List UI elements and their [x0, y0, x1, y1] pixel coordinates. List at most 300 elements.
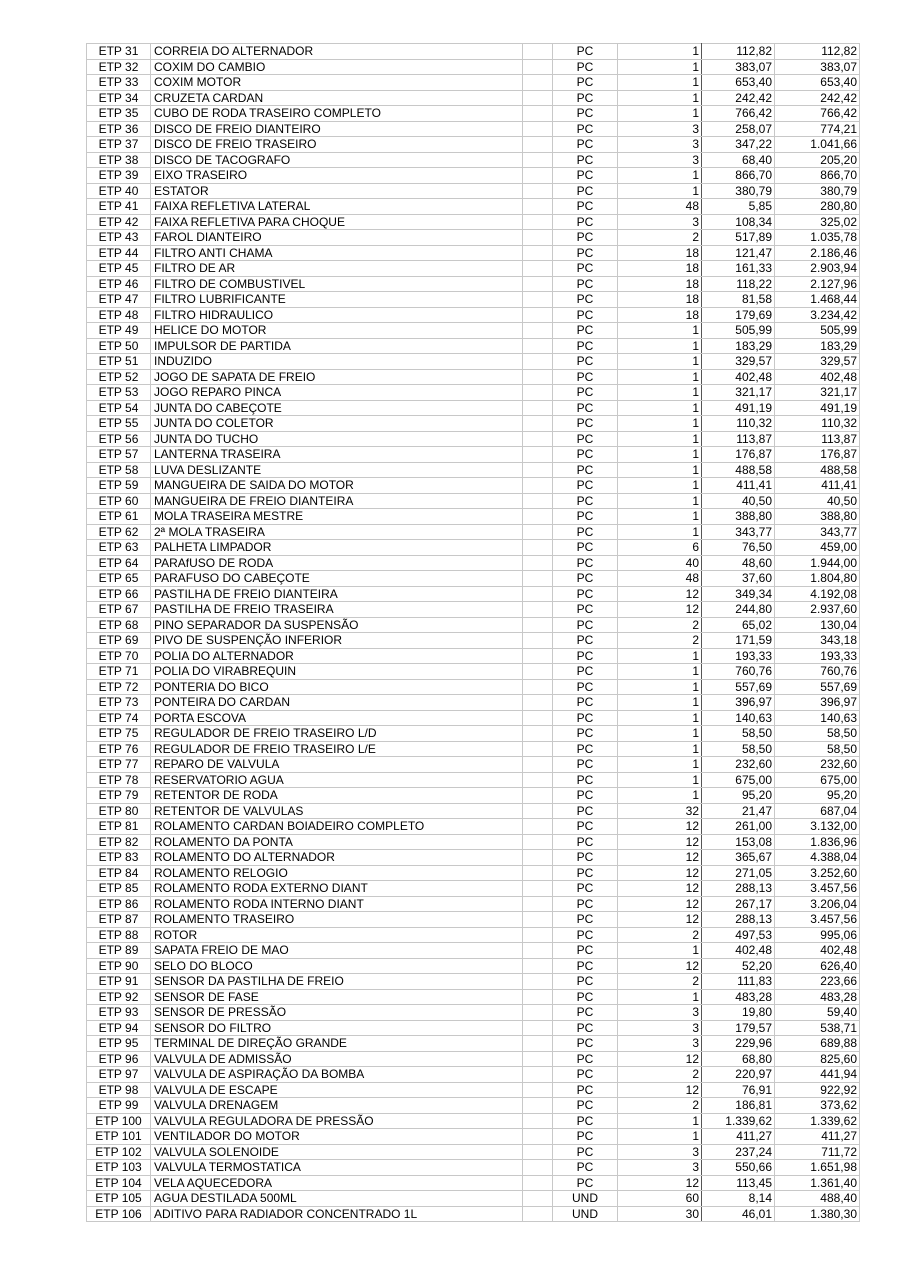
blank-cell: [523, 214, 553, 230]
blank-cell: [523, 168, 553, 184]
item-description: CUBO DE RODA TRASEIRO COMPLETO: [151, 106, 523, 122]
item-total: 110,32: [775, 416, 860, 432]
item-unit: PC: [553, 850, 618, 866]
item-total: 4.192,08: [775, 586, 860, 602]
item-unit: PC: [553, 199, 618, 215]
item-description: VALVULA TERMOSTATICA: [151, 1160, 523, 1176]
item-total: 825,60: [775, 1051, 860, 1067]
item-unit: PC: [553, 447, 618, 463]
item-code: ETP 94: [87, 1020, 151, 1036]
item-description: PIVO DE SUSPENÇÃO INFERIOR: [151, 633, 523, 649]
item-code: ETP 36: [87, 121, 151, 137]
item-total: 1.041,66: [775, 137, 860, 153]
blank-cell: [523, 927, 553, 943]
item-unit-price: 261,00: [702, 819, 775, 835]
item-quantity: 1: [618, 338, 702, 354]
item-quantity: 1: [618, 90, 702, 106]
table-row: [87, 245, 860, 261]
item-total: 687,04: [775, 803, 860, 819]
blank-cell: [523, 478, 553, 494]
item-unit-price: 258,07: [702, 121, 775, 137]
item-code: ETP 100: [87, 1113, 151, 1129]
item-unit: PC: [553, 230, 618, 246]
item-unit-price: 58,50: [702, 741, 775, 757]
item-unit-price: 8,14: [702, 1191, 775, 1207]
item-description: SENSOR DE FASE: [151, 989, 523, 1005]
item-unit: PC: [553, 943, 618, 959]
item-code: ETP 71: [87, 664, 151, 680]
item-quantity: 1: [618, 59, 702, 75]
item-quantity: 1: [618, 695, 702, 711]
item-code: ETP 84: [87, 865, 151, 881]
table-row: [87, 974, 860, 990]
item-unit: PC: [553, 695, 618, 711]
item-code: ETP 32: [87, 59, 151, 75]
item-unit-price: 161,33: [702, 261, 775, 277]
item-description: VALVULA SOLENOIDE: [151, 1144, 523, 1160]
item-total: 459,00: [775, 540, 860, 556]
blank-cell: [523, 106, 553, 122]
item-code: ETP 48: [87, 307, 151, 323]
item-code: ETP 76: [87, 741, 151, 757]
blank-cell: [523, 323, 553, 339]
item-code: ETP 64: [87, 555, 151, 571]
item-unit-price: 220,97: [702, 1067, 775, 1083]
item-unit: UND: [553, 1191, 618, 1207]
item-quantity: 48: [618, 571, 702, 587]
item-quantity: 12: [618, 1175, 702, 1191]
item-unit-price: 550,66: [702, 1160, 775, 1176]
item-unit: PC: [553, 152, 618, 168]
item-total: 112,82: [775, 44, 860, 60]
item-total: 1.339,62: [775, 1113, 860, 1129]
blank-cell: [523, 648, 553, 664]
item-quantity: 1: [618, 679, 702, 695]
blank-cell: [523, 571, 553, 587]
table-row: [87, 695, 860, 711]
item-description: ROTOR: [151, 927, 523, 943]
item-code: ETP 37: [87, 137, 151, 153]
item-quantity: 12: [618, 896, 702, 912]
item-quantity: 1: [618, 168, 702, 184]
item-unit-price: 121,47: [702, 245, 775, 261]
item-quantity: 1: [618, 385, 702, 401]
item-code: ETP 73: [87, 695, 151, 711]
item-code: ETP 61: [87, 509, 151, 525]
item-total: 59,40: [775, 1005, 860, 1021]
item-total: 538,71: [775, 1020, 860, 1036]
item-code: ETP 68: [87, 617, 151, 633]
table-row: [87, 261, 860, 277]
item-code: ETP 31: [87, 44, 151, 60]
table-row: [87, 354, 860, 370]
blank-cell: [523, 1005, 553, 1021]
item-code: ETP 45: [87, 261, 151, 277]
item-description: FILTRO LUBRIFICANTE: [151, 292, 523, 308]
blank-cell: [523, 788, 553, 804]
item-unit-price: 193,33: [702, 648, 775, 664]
item-unit-price: 176,87: [702, 447, 775, 463]
blank-cell: [523, 1113, 553, 1129]
table-row: [87, 726, 860, 742]
item-unit: PC: [553, 803, 618, 819]
item-code: ETP 39: [87, 168, 151, 184]
blank-cell: [523, 819, 553, 835]
table-row: [87, 788, 860, 804]
item-total: 1.651,98: [775, 1160, 860, 1176]
blank-cell: [523, 710, 553, 726]
item-code: ETP 53: [87, 385, 151, 401]
item-quantity: 1: [618, 1129, 702, 1145]
item-total: 3.252,60: [775, 865, 860, 881]
item-code: ETP 78: [87, 772, 151, 788]
item-code: ETP 57: [87, 447, 151, 463]
item-unit: PC: [553, 633, 618, 649]
item-total: 866,70: [775, 168, 860, 184]
item-total: 95,20: [775, 788, 860, 804]
item-total: 1.468,44: [775, 292, 860, 308]
item-description: JUNTA DO TUCHO: [151, 431, 523, 447]
blank-cell: [523, 137, 553, 153]
item-description: SENSOR DO FILTRO: [151, 1020, 523, 1036]
item-unit: PC: [553, 881, 618, 897]
item-description: FAIXA REFLETIVA PARA CHOQUE: [151, 214, 523, 230]
item-quantity: 6: [618, 540, 702, 556]
item-total: 760,76: [775, 664, 860, 680]
item-code: ETP 74: [87, 710, 151, 726]
item-description: DISCO DE TACOGRAFO: [151, 152, 523, 168]
item-unit-price: 95,20: [702, 788, 775, 804]
item-quantity: 12: [618, 819, 702, 835]
item-unit: PC: [553, 912, 618, 928]
item-description: REPARO DE VALVULA: [151, 757, 523, 773]
item-code: ETP 44: [87, 245, 151, 261]
item-description: SENSOR DE PRESSÃO: [151, 1005, 523, 1021]
table-row: [87, 152, 860, 168]
table-row: [87, 912, 860, 928]
table-row: [87, 1082, 860, 1098]
item-total: 113,87: [775, 431, 860, 447]
item-unit-price: 483,28: [702, 989, 775, 1005]
table-row: [87, 168, 860, 184]
item-description: LUVA DESLIZANTE: [151, 462, 523, 478]
item-quantity: 1: [618, 788, 702, 804]
item-code: ETP 33: [87, 75, 151, 91]
item-unit-price: 52,20: [702, 958, 775, 974]
item-unit-price: 179,57: [702, 1020, 775, 1036]
item-unit: PC: [553, 989, 618, 1005]
item-total: 343,77: [775, 524, 860, 540]
table-row: [87, 664, 860, 680]
item-unit-price: 111,83: [702, 974, 775, 990]
item-quantity: 1: [618, 757, 702, 773]
item-total: 1.361,40: [775, 1175, 860, 1191]
table-row: [87, 834, 860, 850]
table-row: [87, 617, 860, 633]
blank-cell: [523, 75, 553, 91]
item-description: AGUA DESTILADA 500ML: [151, 1191, 523, 1207]
blank-cell: [523, 152, 553, 168]
item-quantity: 12: [618, 1082, 702, 1098]
blank-cell: [523, 943, 553, 959]
item-total: 373,62: [775, 1098, 860, 1114]
item-unit: PC: [553, 183, 618, 199]
blank-cell: [523, 586, 553, 602]
item-total: 2.903,94: [775, 261, 860, 277]
item-description: MOLA TRASEIRA MESTRE: [151, 509, 523, 525]
item-quantity: 40: [618, 555, 702, 571]
item-unit-price: 58,50: [702, 726, 775, 742]
table-row: [87, 710, 860, 726]
item-unit: PC: [553, 788, 618, 804]
item-unit: PC: [553, 741, 618, 757]
item-description: SENSOR DA PASTILHA DE FREIO: [151, 974, 523, 990]
table-row: [87, 1067, 860, 1083]
item-unit-price: 766,42: [702, 106, 775, 122]
item-description: FILTRO HIDRAULICO: [151, 307, 523, 323]
table-row: [87, 59, 860, 75]
item-total: 329,57: [775, 354, 860, 370]
table-row: [87, 555, 860, 571]
item-code: ETP 56: [87, 431, 151, 447]
item-total: 995,06: [775, 927, 860, 943]
table-row: [87, 1051, 860, 1067]
item-code: ETP 102: [87, 1144, 151, 1160]
item-quantity: 1: [618, 400, 702, 416]
item-unit: PC: [553, 276, 618, 292]
blank-cell: [523, 803, 553, 819]
blank-cell: [523, 1051, 553, 1067]
item-quantity: 48: [618, 199, 702, 215]
blank-cell: [523, 1067, 553, 1083]
item-description: MANGUEIRA DE SAIDA DO MOTOR: [151, 478, 523, 494]
item-quantity: 2: [618, 1067, 702, 1083]
item-unit: PC: [553, 679, 618, 695]
item-quantity: 18: [618, 261, 702, 277]
item-unit: PC: [553, 1051, 618, 1067]
blank-cell: [523, 199, 553, 215]
item-description: PASTILHA DE FREIO DIANTEIRA: [151, 586, 523, 602]
blank-cell: [523, 183, 553, 199]
item-description: JOGO DE SAPATA DE FREIO: [151, 369, 523, 385]
item-total: 675,00: [775, 772, 860, 788]
item-unit: PC: [553, 462, 618, 478]
item-unit-price: 321,17: [702, 385, 775, 401]
blank-cell: [523, 307, 553, 323]
blank-cell: [523, 1036, 553, 1052]
item-unit-price: 21,47: [702, 803, 775, 819]
item-quantity: 1: [618, 524, 702, 540]
item-quantity: 3: [618, 152, 702, 168]
item-unit-price: 68,80: [702, 1051, 775, 1067]
item-description: FILTRO ANTI CHAMA: [151, 245, 523, 261]
item-code: ETP 97: [87, 1067, 151, 1083]
blank-cell: [523, 59, 553, 75]
item-unit-price: 244,80: [702, 602, 775, 618]
item-total: 3.457,56: [775, 912, 860, 928]
item-unit-price: 497,53: [702, 927, 775, 943]
item-code: ETP 79: [87, 788, 151, 804]
item-total: 557,69: [775, 679, 860, 695]
item-description: EIXO TRASEIRO: [151, 168, 523, 184]
table-row: [87, 369, 860, 385]
table-row: [87, 772, 860, 788]
blank-cell: [523, 245, 553, 261]
item-description: SAPATA FREIO DE MAO: [151, 943, 523, 959]
item-unit: PC: [553, 493, 618, 509]
item-description: PONTEIRA DO CARDAN: [151, 695, 523, 711]
item-unit-price: 402,48: [702, 943, 775, 959]
item-code: ETP 40: [87, 183, 151, 199]
item-description: DISCO DE FREIO TRASEIRO: [151, 137, 523, 153]
item-code: ETP 58: [87, 462, 151, 478]
item-unit: PC: [553, 400, 618, 416]
item-description: POLIA DO VIRABREQUIN: [151, 664, 523, 680]
item-total: 280,80: [775, 199, 860, 215]
item-code: ETP 96: [87, 1051, 151, 1067]
item-unit: UND: [553, 1206, 618, 1222]
item-description: ROLAMENTO RODA INTERNO DIANT: [151, 896, 523, 912]
table-row: [87, 462, 860, 478]
blank-cell: [523, 509, 553, 525]
blank-cell: [523, 431, 553, 447]
item-unit-price: 76,91: [702, 1082, 775, 1098]
item-code: ETP 106: [87, 1206, 151, 1222]
item-code: ETP 88: [87, 927, 151, 943]
item-unit-price: 349,34: [702, 586, 775, 602]
table-row: [87, 307, 860, 323]
table-row: [87, 633, 860, 649]
table-row: [87, 44, 860, 60]
item-unit: PC: [553, 323, 618, 339]
item-total: 58,50: [775, 726, 860, 742]
table-row: [87, 602, 860, 618]
item-unit-price: 505,99: [702, 323, 775, 339]
blank-cell: [523, 261, 553, 277]
table-row: [87, 199, 860, 215]
item-total: 402,48: [775, 943, 860, 959]
item-code: ETP 41: [87, 199, 151, 215]
item-unit: PC: [553, 369, 618, 385]
item-total: 922,92: [775, 1082, 860, 1098]
item-description: JUNTA DO CABEÇOTE: [151, 400, 523, 416]
item-code: ETP 59: [87, 478, 151, 494]
item-unit: PC: [553, 1144, 618, 1160]
item-total: 1.380,30: [775, 1206, 860, 1222]
table-row: [87, 478, 860, 494]
item-unit-price: 517,89: [702, 230, 775, 246]
blank-cell: [523, 617, 553, 633]
item-unit: PC: [553, 354, 618, 370]
item-unit: PC: [553, 1082, 618, 1098]
table-row: [87, 1098, 860, 1114]
item-unit: PC: [553, 1113, 618, 1129]
blank-cell: [523, 416, 553, 432]
item-unit-price: 40,50: [702, 493, 775, 509]
item-unit-price: 411,41: [702, 478, 775, 494]
item-quantity: 18: [618, 307, 702, 323]
items-table: [86, 43, 860, 1222]
item-description: SELO DO BLOCO: [151, 958, 523, 974]
item-unit: PC: [553, 1067, 618, 1083]
item-code: ETP 89: [87, 943, 151, 959]
item-description: LANTERNA TRASEIRA: [151, 447, 523, 463]
item-quantity: 1: [618, 648, 702, 664]
item-unit: PC: [553, 338, 618, 354]
item-unit-price: 65,02: [702, 617, 775, 633]
item-total: 483,28: [775, 989, 860, 1005]
item-total: 140,63: [775, 710, 860, 726]
item-total: 325,02: [775, 214, 860, 230]
item-unit: PC: [553, 121, 618, 137]
blank-cell: [523, 1144, 553, 1160]
item-description: VALVULA DE ESCAPE: [151, 1082, 523, 1098]
item-unit-price: 110,32: [702, 416, 775, 432]
item-unit-price: 491,19: [702, 400, 775, 416]
blank-cell: [523, 695, 553, 711]
blank-cell: [523, 741, 553, 757]
item-description: FILTRO DE COMBUSTIVEL: [151, 276, 523, 292]
table-row: [87, 183, 860, 199]
item-unit: PC: [553, 1129, 618, 1145]
item-code: ETP 63: [87, 540, 151, 556]
item-total: 130,04: [775, 617, 860, 633]
item-quantity: 2: [618, 230, 702, 246]
blank-cell: [523, 276, 553, 292]
item-unit: PC: [553, 617, 618, 633]
item-unit-price: 343,77: [702, 524, 775, 540]
item-code: ETP 54: [87, 400, 151, 416]
item-total: 388,80: [775, 509, 860, 525]
table-row: [87, 927, 860, 943]
table-row: [87, 385, 860, 401]
item-total: 3.234,42: [775, 307, 860, 323]
item-total: 689,88: [775, 1036, 860, 1052]
item-total: 3.206,04: [775, 896, 860, 912]
item-total: 411,41: [775, 478, 860, 494]
item-unit: PC: [553, 385, 618, 401]
item-total: 505,99: [775, 323, 860, 339]
item-code: ETP 99: [87, 1098, 151, 1114]
table-row: [87, 338, 860, 354]
item-description: ROLAMENTO TRASEIRO: [151, 912, 523, 928]
item-code: ETP 104: [87, 1175, 151, 1191]
table-row: [87, 881, 860, 897]
item-total: 402,48: [775, 369, 860, 385]
item-unit-price: 347,22: [702, 137, 775, 153]
item-code: ETP 80: [87, 803, 151, 819]
item-quantity: 1: [618, 431, 702, 447]
table-row: [87, 757, 860, 773]
item-quantity: 2: [618, 974, 702, 990]
table-row: [87, 1005, 860, 1021]
item-total: 1.804,80: [775, 571, 860, 587]
table-row: [87, 137, 860, 153]
item-unit: PC: [553, 958, 618, 974]
item-unit: PC: [553, 819, 618, 835]
item-code: ETP 67: [87, 602, 151, 618]
item-quantity: 1: [618, 726, 702, 742]
item-quantity: 1: [618, 1113, 702, 1129]
blank-cell: [523, 772, 553, 788]
table-row: [87, 323, 860, 339]
item-unit-price: 229,96: [702, 1036, 775, 1052]
blank-cell: [523, 447, 553, 463]
table-row: [87, 1113, 860, 1129]
blank-cell: [523, 865, 553, 881]
table-row: [87, 896, 860, 912]
item-unit: PC: [553, 555, 618, 571]
